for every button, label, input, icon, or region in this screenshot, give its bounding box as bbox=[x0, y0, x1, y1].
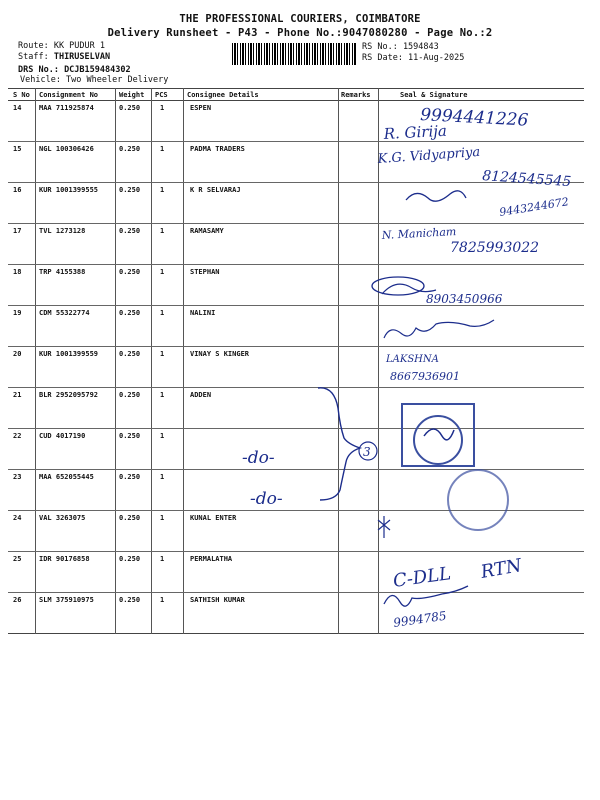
cell-weight: 0.250 bbox=[119, 104, 141, 112]
cell-pcs: 1 bbox=[160, 350, 165, 358]
cell-weight: 0.250 bbox=[119, 350, 141, 358]
col-header-remarks: Remarks bbox=[341, 91, 371, 99]
signature-loop bbox=[372, 277, 424, 295]
cell-weight: 0.250 bbox=[119, 391, 141, 399]
cell-consignee: NALINI bbox=[190, 309, 216, 317]
col-header-consignee: Consignee Details bbox=[187, 91, 259, 99]
bracket-count: 3 bbox=[363, 445, 371, 459]
cell-pcs: 1 bbox=[160, 186, 165, 194]
cell-sno: 15 bbox=[13, 145, 22, 153]
handwritten-name: K.G. Vidyapriya bbox=[377, 144, 481, 167]
cell-weight: 0.250 bbox=[119, 473, 141, 481]
cell-sno: 21 bbox=[13, 391, 22, 399]
handwritten-name: N. Manicham bbox=[381, 225, 457, 242]
cell-pcs: 1 bbox=[160, 555, 165, 563]
cell-consignee: PERMALATHA bbox=[190, 555, 233, 563]
handwritten-phone: 8124545545 bbox=[481, 168, 572, 191]
cell-sno: 26 bbox=[13, 596, 22, 604]
cell-consignment: MAA 711925874 bbox=[39, 104, 94, 112]
cell-pcs: 1 bbox=[160, 104, 165, 112]
cell-consignment: SLM 375910975 bbox=[39, 596, 94, 604]
cell-consignment: TRP 4155388 bbox=[39, 268, 86, 276]
cell-consignee: RAMASAMY bbox=[190, 227, 224, 235]
bracket-mark bbox=[318, 388, 360, 500]
cell-consignment: IDR 90176858 bbox=[39, 555, 90, 563]
company-stamp bbox=[414, 416, 462, 464]
cell-pcs: 1 bbox=[160, 514, 165, 522]
col-header-seal-signature: Seal & Signature bbox=[400, 91, 468, 99]
cell-weight: 0.250 bbox=[119, 432, 141, 440]
cell-consignee: ADDEN bbox=[190, 391, 212, 399]
cell-pcs: 1 bbox=[160, 391, 165, 399]
cell-consignment: KUR 1001399555 bbox=[39, 186, 99, 194]
cell-consignment: CDM 55322774 bbox=[39, 309, 90, 317]
handwritten-phone: 7825993022 bbox=[450, 240, 540, 256]
cell-consignment: NGL 100306426 bbox=[39, 145, 94, 153]
cell-pcs: 1 bbox=[160, 473, 165, 481]
col-header-sno: S No bbox=[13, 91, 30, 99]
rs-date: RS Date: 11-Aug-2025 bbox=[362, 53, 465, 63]
col-header-pcs: PCS bbox=[155, 91, 168, 99]
rs-number: RS No.: 1594843 bbox=[362, 42, 439, 52]
handwritten-phone: 9994785 bbox=[392, 608, 448, 630]
cell-sno: 18 bbox=[13, 268, 22, 276]
col-header-weight: Weight bbox=[119, 91, 145, 99]
cell-weight: 0.250 bbox=[119, 309, 141, 317]
cell-weight: 0.250 bbox=[119, 145, 141, 153]
cell-sno: 22 bbox=[13, 432, 22, 440]
cell-consignee: KUNAL ENTER bbox=[190, 514, 237, 522]
handwritten-phone: 9994441226 bbox=[419, 105, 529, 131]
cell-consignee: STEPHAN bbox=[190, 268, 220, 276]
company-stamp bbox=[402, 404, 474, 466]
handwritten-note: C-DLL bbox=[391, 563, 453, 592]
cell-weight: 0.250 bbox=[119, 514, 141, 522]
col-header-consignment: Consignment No bbox=[39, 91, 99, 99]
cell-sno: 16 bbox=[13, 186, 22, 194]
cell-weight: 0.250 bbox=[119, 268, 141, 276]
vehicle-label: Vehicle: Two Wheeler Delivery bbox=[20, 75, 169, 85]
cell-weight: 0.250 bbox=[119, 596, 141, 604]
handwritten-note: RTN bbox=[479, 555, 524, 583]
cell-sno: 23 bbox=[13, 473, 22, 481]
cell-consignee: SATHISH KUMAR bbox=[190, 596, 245, 604]
handwritten-phone: 8903450966 bbox=[426, 292, 503, 306]
signature-scribble bbox=[406, 191, 466, 201]
cell-sno: 25 bbox=[13, 555, 22, 563]
drs-number: DCJB159484302 bbox=[64, 65, 131, 75]
cell-sno: 24 bbox=[13, 514, 22, 522]
cell-pcs: 1 bbox=[160, 309, 165, 317]
cell-weight: 0.250 bbox=[119, 186, 141, 194]
cell-consignee: K R SELVARAJ bbox=[190, 186, 241, 194]
cell-pcs: 1 bbox=[160, 227, 165, 235]
staff-name: THIRUSELVAN bbox=[53, 52, 111, 62]
signature-scribble bbox=[384, 320, 494, 338]
signature-scribble bbox=[424, 429, 454, 440]
ditto-mark: -do- bbox=[250, 489, 283, 509]
cell-consignee: ESPEN bbox=[190, 104, 212, 112]
cell-sno: 19 bbox=[13, 309, 22, 317]
handwritten-phone: 8667936901 bbox=[390, 370, 460, 383]
cell-pcs: 1 bbox=[160, 268, 165, 276]
cell-pcs: 1 bbox=[160, 596, 165, 604]
cell-sno: 20 bbox=[13, 350, 22, 358]
handwritten-name: R. Girija bbox=[383, 121, 448, 143]
cell-consignment: TVL 1273128 bbox=[39, 227, 86, 235]
cell-consignment: BLR 2952095792 bbox=[39, 391, 99, 399]
cell-sno: 17 bbox=[13, 227, 22, 235]
staff-line: Staff: THIRUSELVAN bbox=[18, 52, 111, 62]
runsheet-subtitle: Delivery Runsheet - P43 - Phone No.:9047080280 - Page No.:2 bbox=[107, 27, 493, 39]
cell-weight: 0.250 bbox=[119, 227, 141, 235]
ditto-mark: -do- bbox=[242, 448, 275, 468]
cell-consignment: CUD 4017190 bbox=[39, 432, 86, 440]
cell-pcs: 1 bbox=[160, 432, 165, 440]
cell-pcs: 1 bbox=[160, 145, 165, 153]
handwritten-name: LAKSHNA bbox=[386, 354, 439, 365]
cell-consignee: VINAY S KINGER bbox=[190, 350, 250, 358]
route-label: Route: KK PUDUR 1 bbox=[18, 41, 105, 51]
cell-consignment: VAL 3263075 bbox=[39, 514, 86, 522]
company-stamp bbox=[448, 470, 508, 530]
company-title: THE PROFESSIONAL COURIERS, COIMBATORE bbox=[179, 13, 421, 25]
signature-scribble bbox=[378, 516, 390, 538]
handwritten-phone: 9443244672 bbox=[498, 195, 570, 219]
cell-consignment: KUR 1001399559 bbox=[39, 350, 99, 358]
cell-consignment: MAA 652055445 bbox=[39, 473, 94, 481]
cell-consignee: PADMA TRADERS bbox=[190, 145, 245, 153]
drs-line: DRS No.: DCJB159484302 bbox=[18, 65, 131, 75]
cell-weight: 0.250 bbox=[119, 555, 141, 563]
cell-sno: 14 bbox=[13, 104, 22, 112]
